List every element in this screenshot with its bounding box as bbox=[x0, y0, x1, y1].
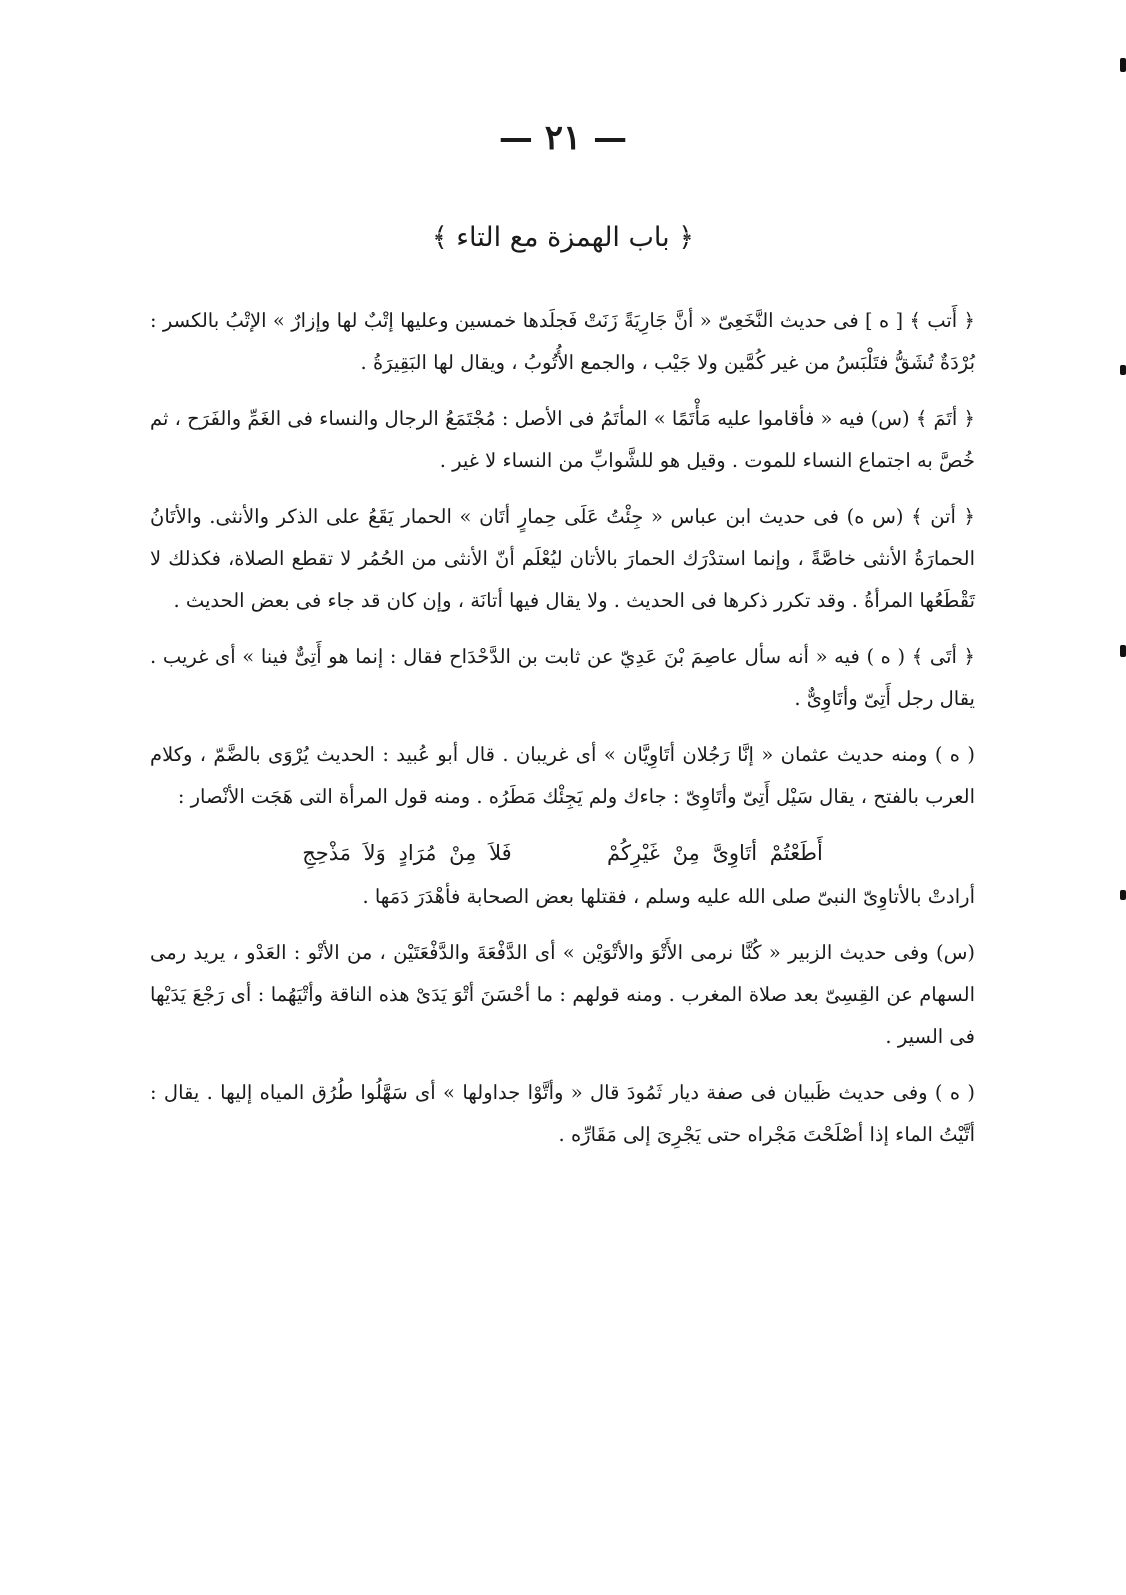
entry-ata: ﴿ أتَى ﴾ ( ه ) فيه « أنه سأل عاصِمَ بْنَ عَدِيّ عن ثابت بن الدَّحْدَاح فقال : إنما هو أَتِىٌّ فينا » أى غريب . يقال رجل أَتِىّ وأتَاوِىٌّ . bbox=[150, 645, 975, 710]
scan-edge-mark bbox=[1120, 890, 1126, 900]
scan-edge-mark bbox=[1120, 58, 1126, 72]
chapter-title: ﴿ باب الهمزة مع التاء ﴾ bbox=[431, 222, 695, 253]
page-number: — ٢١ — bbox=[498, 118, 628, 158]
entry-zubayr: (س) وفى حديث الزبير « كُنَّا نرمى الأَتْوَ والأتْوَيْن » أى الدَّفْعَةَ والدَّفْعَتَيْن ، من الأتْو : العَدْو ، يريد رمى السهام عن القِسِىّ بعد صلاة المغرب . ومنه قولهم : ما أحْسَنَ أتْوَ يَدَىْ هذه الناقة وأتْيَهُما : أى رَجْعَ يَدَيْها فى السير . bbox=[150, 941, 975, 1048]
scan-edge-mark bbox=[1120, 365, 1126, 375]
poetry-verse bbox=[150, 832, 975, 874]
entry-thamud: ( ه ) وفى حديث ظَبيان فى صفة ديار ثَمُودَ قال « وأتَّوْا جداولها » أى سَهَّلُوا طُرُق المياه إليها . يقال : أتَّيْتُ الماء إذا أصْلَحْتَ مَجْراه حتى يَجْرِىَ إلى مَقَارِّه . bbox=[150, 1081, 975, 1146]
entry-atam: ﴿ أتَمَ ﴾ (س) فيه « فأقاموا عليه مَأْتَمًا » المأتَمُ فى الأصل : مُجْتَمَعُ الرجال والنساء فى الغَمِّ والفَرَح ، ثم خُصَّ به اجتماع النساء للموت . وقيل هو للشَّوابِّ من النساء لا غير . bbox=[150, 407, 975, 472]
verse-explanation: أرادتْ بالأتاوِىّ النبىّ صلى الله عليه وسلم ، فقتلها بعض الصحابة فأهْدَرَ دَمَها . bbox=[362, 885, 975, 908]
entry-atan: ﴿ أتن ﴾ (س ه) فى حديث ابن عباس « جِئْتُ عَلَى حِمارٍ أتَان » الحمار يَقَعُ على الذكر والأنثى. والأتَانُ الحمارَةُ الأنثى خاصَّةً ، وإنما استدْرَك الحمارَ بالأتان ليُعْلَم أنّ الأنثى من الحُمُر لا تقطع الصلاة، فكذلك لا تَقْطَعُها المرأةُ . وقد تكرر ذكرها فى الحديث . ولا يقال فيها أتانَة ، وإن كان قد جاء فى بعض الحديث . bbox=[150, 505, 975, 612]
verse-first-hemistich: أَطَعْتُمْ أتَاوِىَّ مِنْ غَيْرِكُمْ bbox=[607, 841, 823, 865]
verse-second-hemistich: فَلاَ مِنْ مُرَادٍ وَلاَ مَذْحِجِ bbox=[302, 841, 512, 865]
entry-ata-othman: ( ه ) ومنه حديث عثمان « إنَّا رَجُلان أتَاوِيَّان » أى غريبان . قال أبو عُبيد : الحديث يُرْوَى بالضَّمّ ، وكلام العرب بالفتح ، يقال سَيْل أَتِىّ وأتَاوِىّ : جاءك ولم يَجِئْك مَطَرُه . ومنه قول المرأة التى هَجَت الأنْصار : bbox=[150, 743, 975, 808]
entry-atb: ﴿ أَتب ﴾ [ ه ] فى حديث النَّخَعِىّ « أنَّ جَارِيَةً زَنَتْ فَجلَدها خمسين وعليها إتْبٌ لها وإزارٌ » الإتْبُ بالكسر : بُرْدَةٌ تُشَقُّ فتَلْبَسُ من غير كُمَّين ولا جَيْب ، والجمع الأُتُوبُ ، ويقال لها البَقِيرَةُ . bbox=[150, 309, 975, 374]
body-text bbox=[150, 300, 975, 1170]
scan-edge-mark bbox=[1120, 645, 1126, 657]
